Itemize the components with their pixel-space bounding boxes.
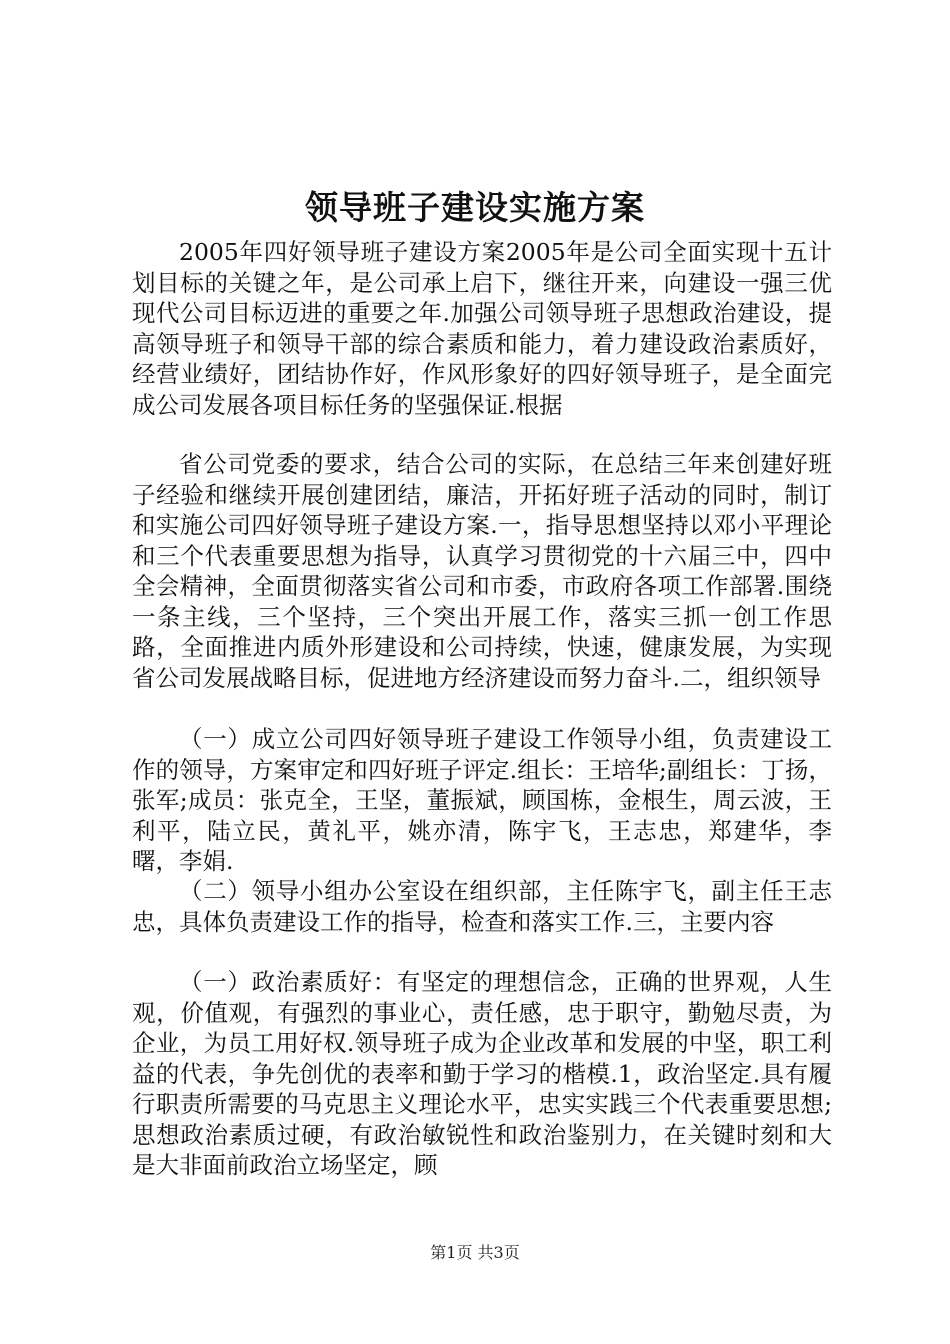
document-title: 领导班子建设实施方案: [305, 188, 645, 227]
paragraph-guiding-ideology: 省公司党委的要求，结合公司的实际，在总结三年来创建好班子经验和继续开展创建团结，廉洁，开拓好班子活动的同时，制订和实施公司四好领导班子建设方案.一，指导思想坚持以邓小平理论和三个代表重要思想为指导，认真学习贯彻党的十六届三中，四中全会精神，全面贯彻落实省公司和市委，市政府各项工作部署.围绕一条主线，三个坚持，三个突出开展工作，落实三抓一创工作思路，全面推进内质外形建设和公司持续，快速，健康发展，为实现省公司发展战略目标，促进地方经济建设而努力奋斗.二，组织领导: [132, 450, 832, 692]
page-number-footer: 第1页 共3页: [430, 1243, 520, 1262]
paragraph-office: （二）领导小组办公室设在组织部，主任陈宇飞，副主任王志忠，具体负责建设工作的指导，检查和落实工作.三，主要内容: [132, 877, 832, 936]
paragraph-political-quality: （一）政治素质好：有坚定的理想信念，正确的世界观，人生观，价值观，有强烈的事业心，责任感，忠于职守，勤勉尽责，为企业，为员工用好权.领导班子成为企业改革和发展的中坚，职工利益的代表，争先创优的表率和勤于学习的楷模.1，政治坚定.具有履行职责所需要的马克思主义理论水平，忠实实践三个代表重要思想;思想政治素质过硬，有政治敏锐性和政治鉴别力，在关键时刻和大是大非面前政治立场坚定，顾: [132, 968, 832, 1179]
paragraph-intro: 2005年四好领导班子建设方案2005年是公司全面实现十五计划目标的关键之年，是公司承上启下，继往开来，向建设一强三优现代公司目标迈进的重要之年.加强公司领导班子思想政治建设，提高领导班子和领导干部的综合素质和能力，着力建设政治素质好，经营业绩好，团结协作好，作风形象好的四好领导班子，是全面完成公司发展各项目标任务的坚强保证.根据: [132, 238, 832, 419]
paragraph-leading-group: （一）成立公司四好领导班子建设工作领导小组，负责建设工作的领导，方案审定和四好班子评定.组长：王培华;副组长：丁扬，张军;成员：张克全，王坚，董振斌，顾国栋，金根生，周云波，王利平，陆立民，黄礼平，姚亦清，陈宇飞，王志忠，郑建华，李曙，李娟.: [132, 725, 832, 875]
